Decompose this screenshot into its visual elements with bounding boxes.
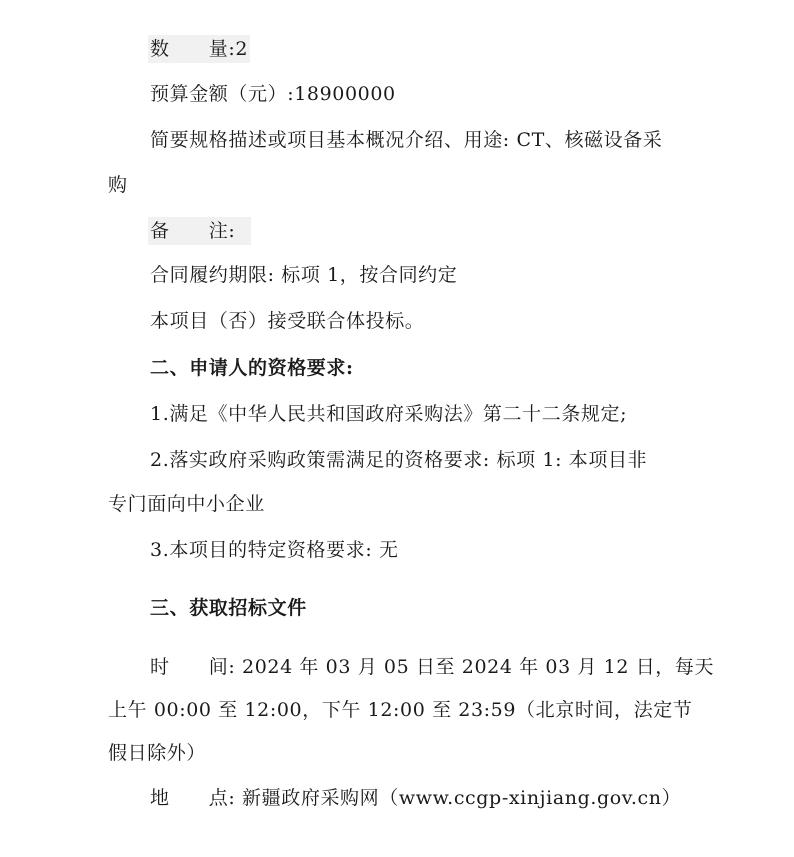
- remark-line: [148, 217, 251, 245]
- budget-value: 18900000: [294, 83, 396, 105]
- spec-line-1: 简要规格描述或项目基本概况介绍、用途: CT、核磁设备采: [150, 129, 663, 151]
- requirement-1: 1.满足《中华人民共和国政府采购法》第二十二条规定;: [150, 403, 628, 425]
- requirement-3: 3.本项目的特定资格要求: 无: [150, 539, 399, 561]
- quantity-label: 数 量:: [150, 38, 236, 60]
- place-line: 地 点: 新疆政府采购网（www.ccgp-xinjiang.gov.cn）: [150, 787, 682, 809]
- contract-period-line: 合同履约期限: 标项 1，按合同约定: [150, 264, 458, 286]
- time-line-1: 时 间: 2024 年 03 月 05 日至 2024 年 03 月 12 日，每天: [150, 656, 715, 678]
- remark-label: 备 注:: [150, 220, 236, 242]
- spec-line-2: 购: [108, 174, 128, 196]
- time-line-2: 上午 00:00 至 12:00，下午 12:00 至 23:59（北京时间，法定节: [108, 699, 693, 721]
- requirement-2-line-1: 2.落实政府采购政策需满足的资格要求: 标项 1: 本项目非: [150, 449, 648, 471]
- quantity-value: 2: [235, 38, 249, 60]
- section3-title: 三、获取招标文件: [150, 597, 307, 619]
- time-line-3: 假日除外）: [108, 742, 207, 764]
- budget-label: 预算金额（元）:: [150, 83, 295, 105]
- budget-line: [150, 82, 396, 106]
- requirement-2-line-2: 专门面向中小企业: [108, 493, 265, 515]
- section2-title: 二、申请人的资格要求:: [150, 357, 354, 379]
- quantity-line: [148, 35, 250, 63]
- consortium-line: 本项目（否）接受联合体投标。: [150, 310, 425, 332]
